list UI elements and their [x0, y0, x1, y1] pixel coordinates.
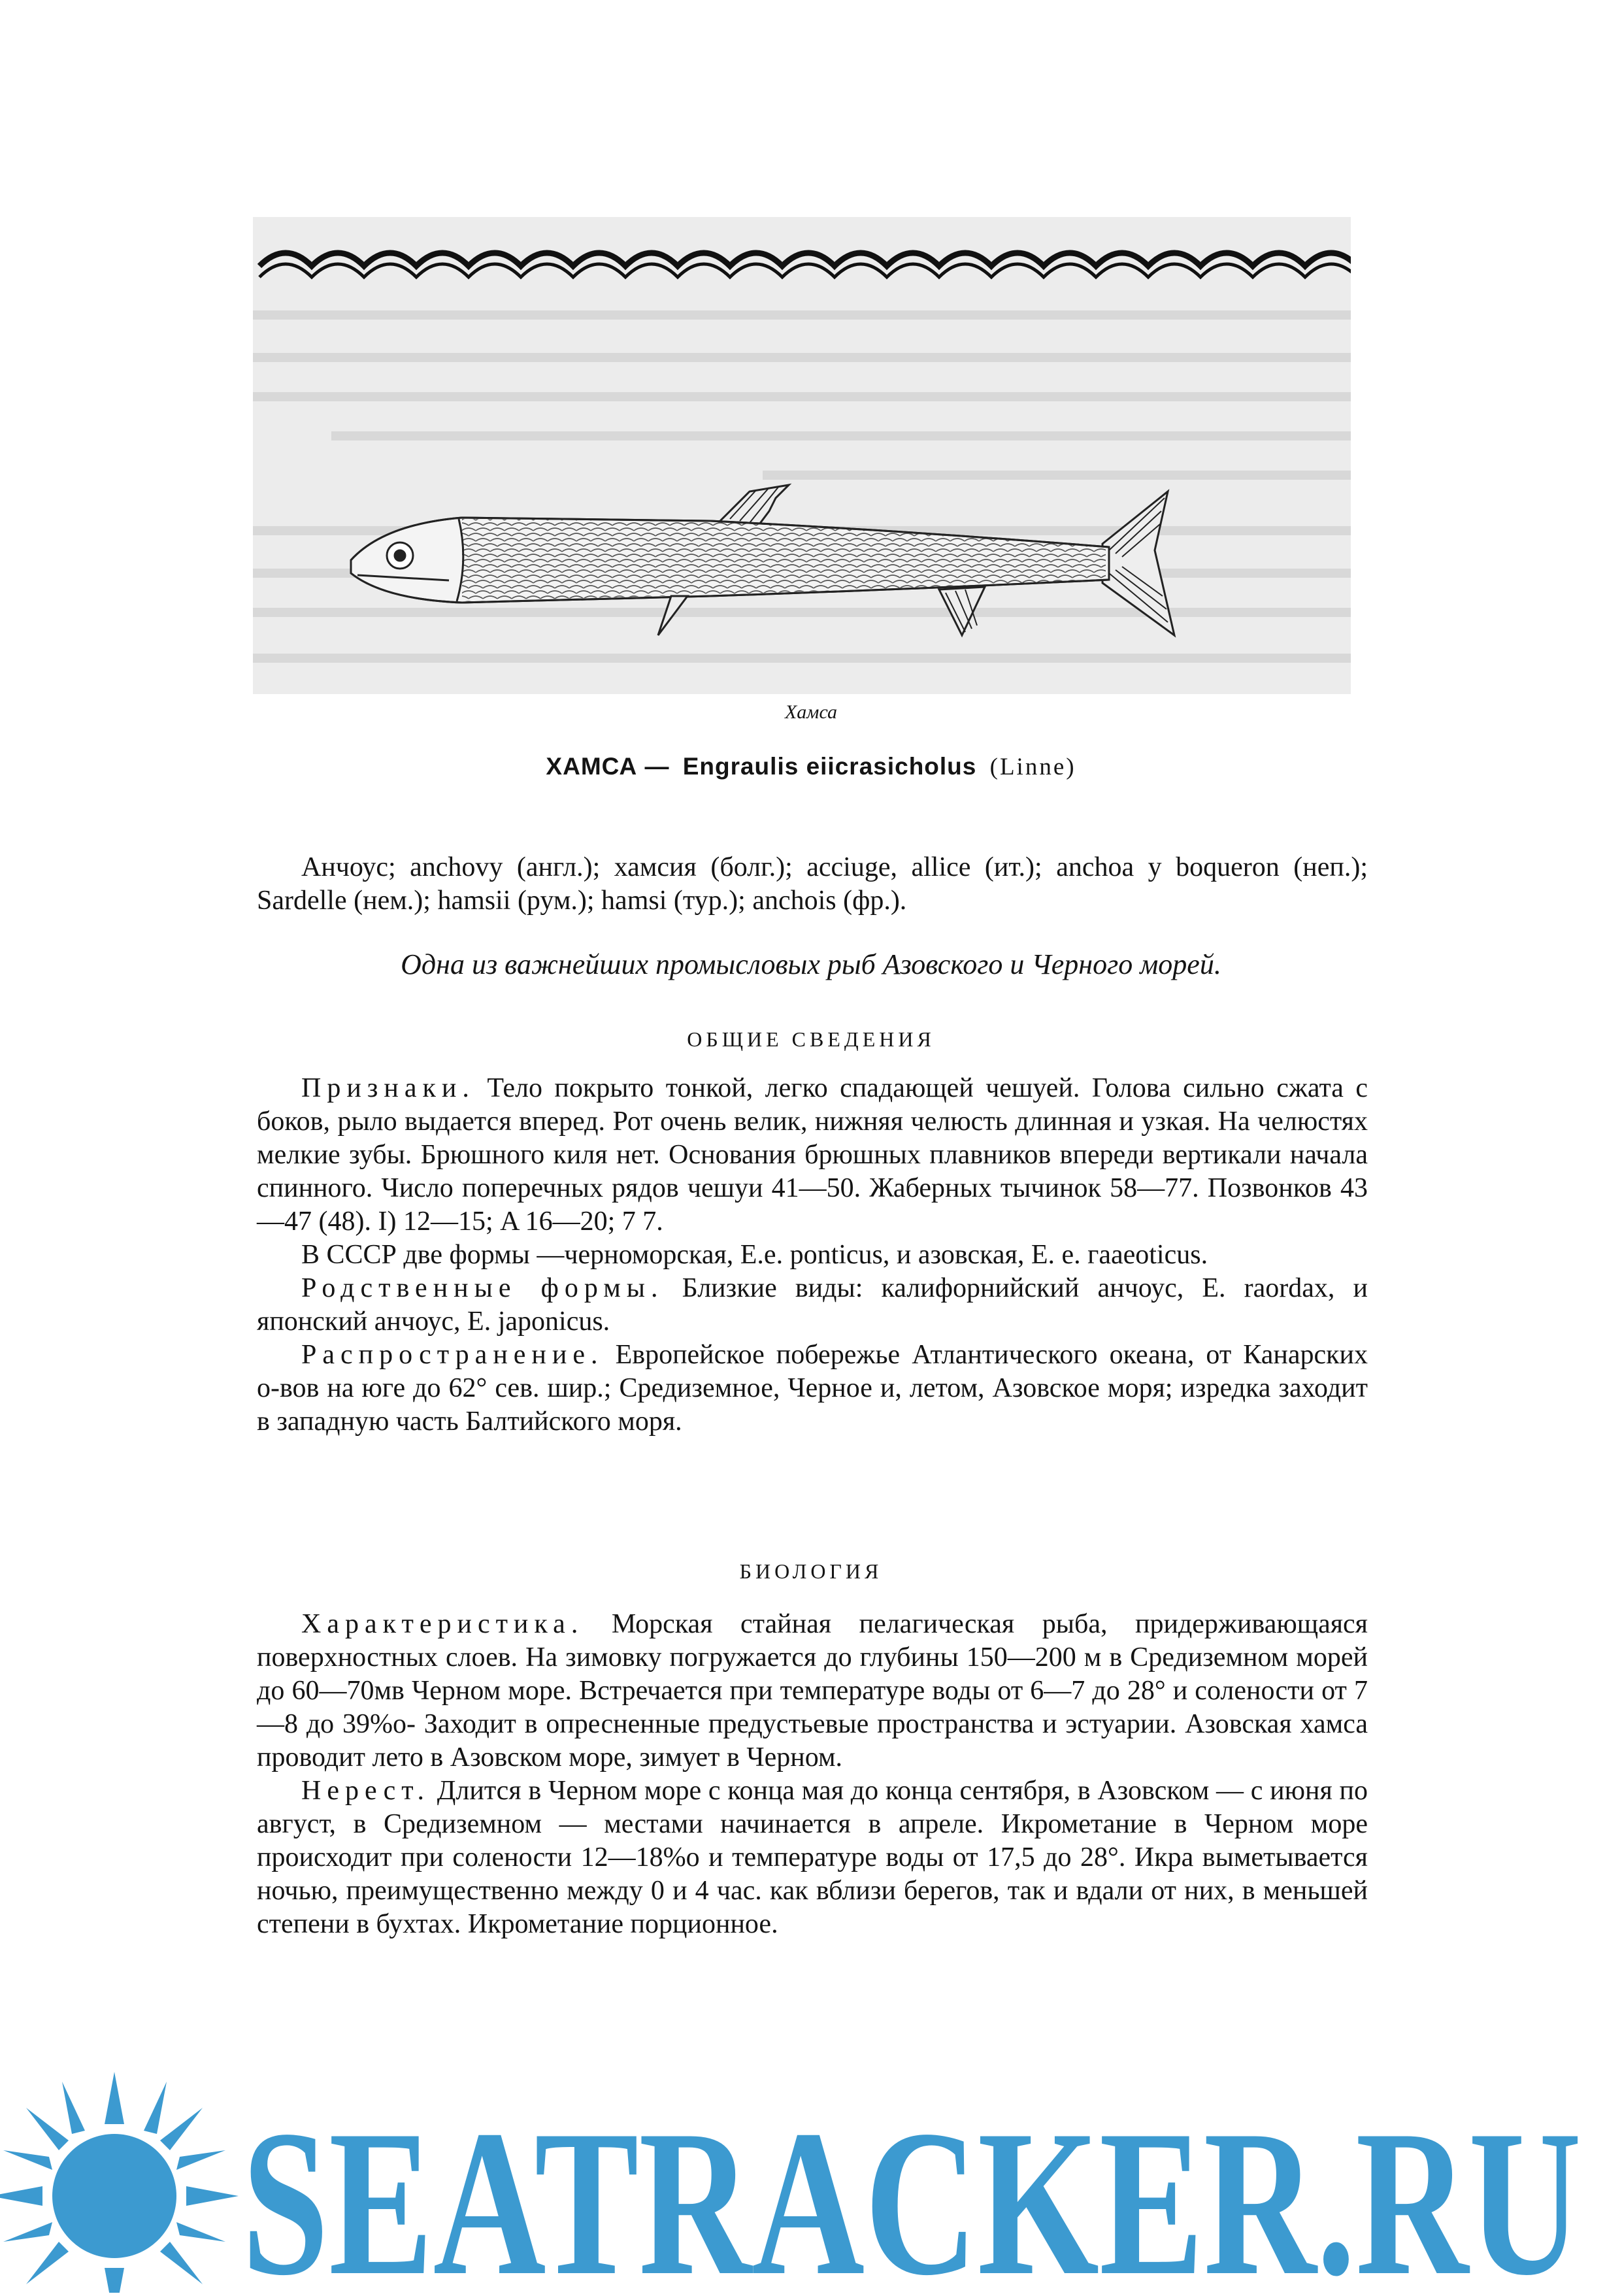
- figure-caption: Хамса: [784, 701, 837, 723]
- paragraph-related-forms: [257, 1272, 1368, 1339]
- paragraph-forms: [257, 1239, 1368, 1272]
- paragraph-text: В СССР две формы —черноморская, E.e. ponticus, и азовская, E. e. гааеoticus.: [301, 1240, 1208, 1270]
- paragraph-text: Морская стайная пелагическая рыба, придерживающаяся поверхностных слоев. На зимовку погружается до глубины 150—200 м в Средиземном морей до 60—70мв Черном море. Встречается при температуре воды от 6—7 до 28° и солености от 7—8 до 39%о- Заходит в опресненные предустьевые пространства и эстуарии. Азовская хамса проводит лето в Азовском море, зимует в Черном.: [257, 1609, 1368, 1772]
- paragraph-label: Признаки.: [301, 1073, 475, 1103]
- paragraph-text: Европейское побережье Атлантического океана, от Канарских о-вов на юге до 62° сев. шир.; Средиземное, Черное и, летом, Азовское моря; изредка заходит в западную часть Балтийского моря.: [257, 1340, 1368, 1437]
- species-title: [0, 753, 1622, 781]
- section-heading-general: ОБЩИЕ СВЕДЕНИЯ: [687, 1027, 935, 1051]
- vernacular-names: [257, 851, 1368, 918]
- watermark: [0, 2052, 1622, 2293]
- paragraph-label: Родственные формы.: [301, 1273, 664, 1303]
- fish-illustration: [253, 217, 1351, 694]
- section-biology-body: [257, 1608, 1368, 1941]
- species-author: (Linne): [989, 754, 1076, 780]
- paragraph-label: Характеристика.: [301, 1609, 584, 1639]
- paragraph-label: Распространение.: [301, 1340, 604, 1370]
- bleed-through-lines: [253, 315, 1351, 658]
- paragraph-label: Нерест.: [301, 1776, 430, 1806]
- section-heading-biology: БИОЛОГИЯ: [739, 1559, 883, 1583]
- paragraph-text: Длится в Черном море с конца мая до конца сентября, в Азовском — с июня по август, в Средиземном — местами начинается в апреле. Икрометание в Черном море происходит при солености 12—18%о и температуре воды от 17,5 до 28°. Икра выметывается ночью, преимущественно между 0 и 4 час. как вблизи берегов, так и вдали от них, в меньшей степени в бухтах. Икрометание порционное.: [257, 1776, 1368, 1939]
- paragraph-text: Близкие виды: калифорнийский анчоус, E. raordax, и японский анчоус, E. japonicus.: [257, 1273, 1368, 1337]
- species-russian-name: ХАМСА —: [546, 753, 670, 780]
- paragraph-text: Тело покрыто тонкой, легко спадающей чешуей. Голова сильно сжата с боков, рыло выдается вперед. Рот очень велик, нижняя челюсть длинная и узкая. На челюстях мелкие зубы. Брюшного киля нет. Основания брюшных плавников впереди вертикали начала спинного. Число поперечных рядов чешуи 41—50. Жаберных тычинок 58—77. Позвонков 43—47 (48). I) 12—15; A 16—20; 7 7.: [257, 1073, 1368, 1237]
- paragraph-distribution: [257, 1339, 1368, 1439]
- wave-border: [259, 253, 1351, 277]
- sun-icon: [0, 2072, 239, 2293]
- vernacular-names-text: Анчоус; anchovy (англ.); хамсия (болг.); acciuge, allice (ит.); anchoa y boqueron (неп.); Sardelle (нем.); hamsii (рум.); hamsi (тур.); anchois (фр.).: [257, 852, 1368, 916]
- lead-sentence: Одна из важнейших промысловых рыб Азовского и Черного морей.: [401, 948, 1221, 980]
- paragraph-characteristics: [257, 1608, 1368, 1774]
- watermark-logo: [0, 2052, 1622, 2293]
- section-general-body: [257, 1072, 1368, 1439]
- paragraph-spawning: [257, 1774, 1368, 1941]
- watermark-text: SEATRACKER.RU: [242, 2088, 1581, 2293]
- species-scientific-name: Engraulis eiicrasicholus: [682, 753, 977, 780]
- paragraph-features: [257, 1072, 1368, 1239]
- fish-drawing: [253, 217, 1351, 694]
